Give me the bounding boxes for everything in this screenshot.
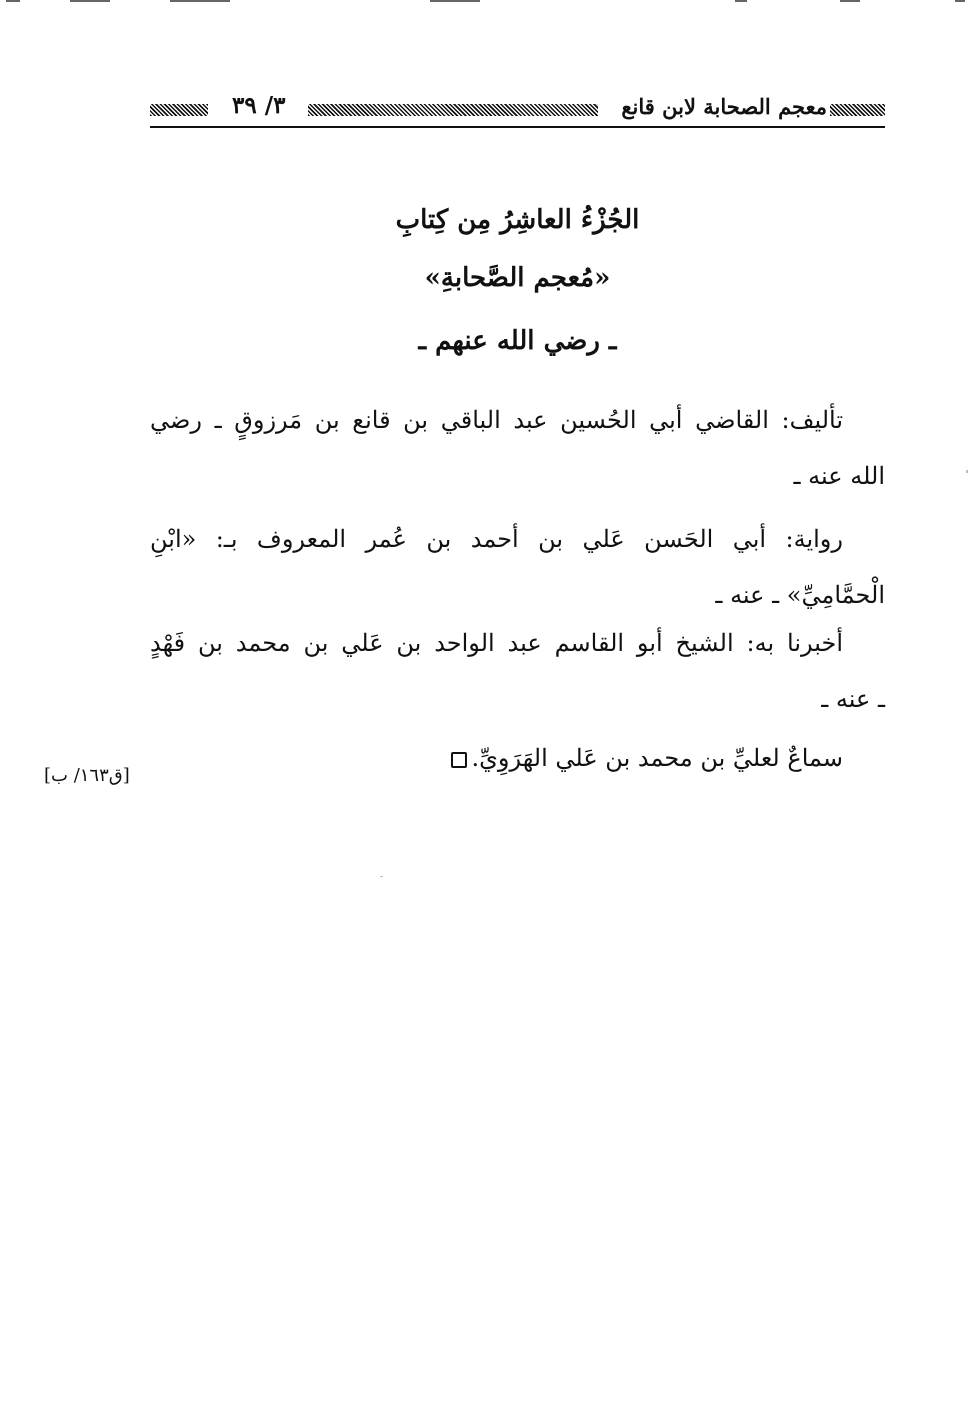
audition-line-1 — [150, 730, 885, 786]
narration-line-2: الْحمَّامِيِّ» ـ عنه ـ — [715, 581, 885, 609]
informed-line-1: أخبرنا به: الشيخ أبو القاسم عبد الواحد بن عَلي بن محمد بن فَهْدٍ — [150, 629, 843, 657]
header-page-number: ٣/ ٣٩ — [232, 92, 286, 119]
book-title: «مُعجم الصَّحابةِ» — [424, 263, 611, 293]
author-paragraph — [150, 392, 885, 504]
title-block — [150, 205, 885, 356]
part-title: الجُزْءُ العاشِرُ مِن كِتابِ — [395, 205, 640, 235]
header-ornament-middle — [308, 104, 598, 116]
header-book-title: معجم الصحابة لابن قانع — [621, 94, 827, 119]
informed-line-2: ـ عنه ـ — [821, 685, 885, 713]
header-ornament-right — [830, 104, 885, 116]
scan-speck — [966, 470, 968, 473]
audition-text: سماعٌ لعليِّ بن محمد بن عَلي الهَرَوِيِّ. — [471, 744, 843, 772]
folio-margin-note: [ق١٦٣/ ب] — [44, 765, 130, 786]
narration-paragraph — [150, 511, 885, 623]
author-line-2: الله عنه ـ — [793, 462, 885, 490]
benediction: ـ رضي الله عنهم ـ — [418, 326, 617, 356]
audition-paragraph — [150, 730, 885, 786]
running-header — [150, 92, 885, 128]
header-ornament-left — [150, 104, 208, 116]
narration-line-1: رواية: أبي الحَسن عَلي بن أحمد بن عُمر المعروف بـ: «ابْنِ — [150, 525, 843, 553]
header-rule — [150, 126, 885, 128]
scan-artifacts — [0, 0, 973, 6]
author-line-1: تأليف: القاضي أبي الحُسين عبد الباقي بن قانع بن مَرزوقٍ ـ رضي — [150, 406, 843, 434]
informed-paragraph — [150, 615, 885, 727]
scan-speck — [380, 876, 383, 877]
hollow-square-icon — [451, 752, 467, 768]
